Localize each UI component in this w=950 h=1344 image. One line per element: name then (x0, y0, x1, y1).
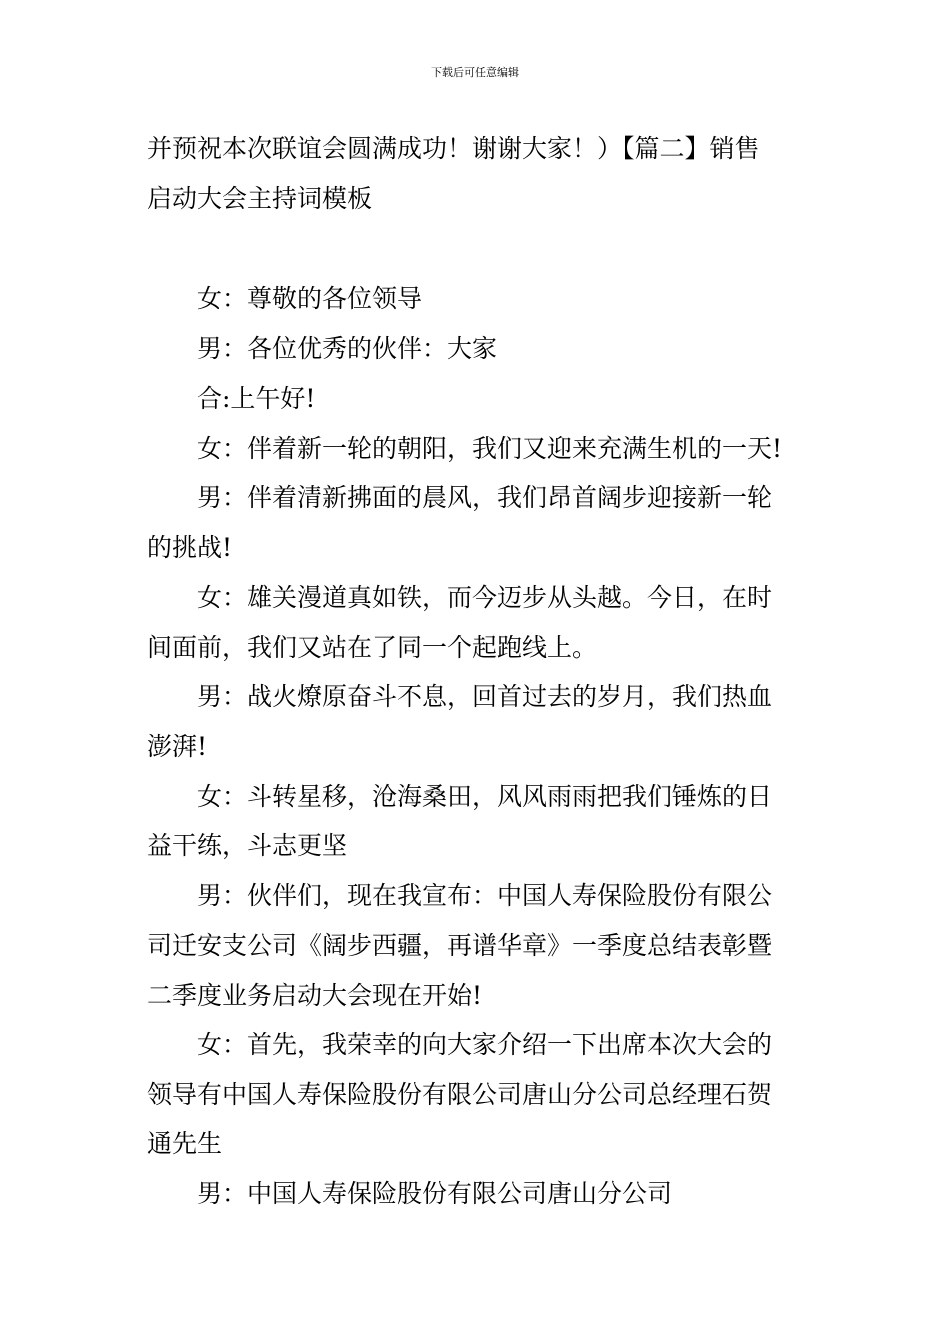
text-line: 女：雄关漫道真如铁，而今迈步从头越。今日，在时 (197, 583, 773, 612)
text-line: 合:上午好! (197, 384, 316, 413)
text-line: 男：各位优秀的伙伴：大家 (197, 334, 498, 363)
text-line: 通先生 (147, 1129, 223, 1158)
text-line: 司迁安支公司《阔步西疆，再谱华章》一季度总结表彰暨 (147, 931, 773, 960)
text-line: 并预祝本次联谊会圆满成功！谢谢大家！）【篇二】销售 (147, 134, 760, 163)
text-line: 男：伙伴们，现在我宣布：中国人寿保险股份有限公 (197, 881, 773, 910)
text-line: 男：中国人寿保险股份有限公司唐山分公司 (197, 1179, 673, 1208)
text-line: 女：伴着新一轮的朝阳，我们又迎来充满生机的一天! (197, 434, 783, 463)
text-line: 的挑战! (147, 533, 233, 562)
text-line: 男：战火燎原奋斗不息，回首过去的岁月，我们热血 (197, 682, 773, 711)
text-line: 二季度业务启动大会现在开始! (147, 981, 483, 1010)
text-line: 男：伴着清新拂面的晨风，我们昂首阔步迎接新一轮 (197, 483, 773, 512)
text-line: 澎湃! (147, 732, 208, 761)
page-header: 下载后可任意编辑 (431, 66, 519, 79)
text-line: 益干练，斗志更坚 (147, 831, 348, 860)
text-line: 女：尊敬的各位领导 (197, 284, 423, 313)
text-line: 女：斗转星移，沧海桑田，风风雨雨把我们锤炼的日 (197, 782, 773, 811)
text-line: 启动大会主持词模板 (147, 184, 373, 213)
text-line: 间面前，我们又站在了同一个起跑线上。 (147, 633, 598, 662)
text-line: 领导有中国人寿保险股份有限公司唐山分公司总经理石贺 (147, 1080, 773, 1109)
text-line: 女：首先，我荣幸的向大家介绍一下出席本次大会的 (197, 1030, 773, 1059)
